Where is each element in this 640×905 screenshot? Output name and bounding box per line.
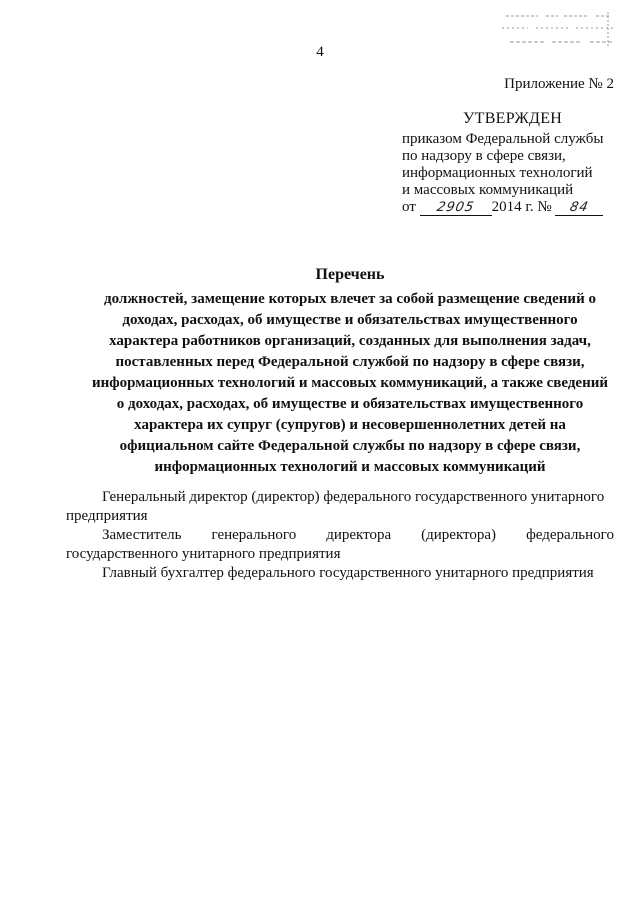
position-text: Генеральный директор (директор) федерального государственного унитарного [102,489,605,505]
approval-line: приказом Федеральной службы [402,131,604,147]
number-blank [555,199,603,216]
position-text: Главный бухгалтер федерального государственного унитарного предприятия [102,565,594,581]
position-word: генерального [211,527,297,543]
approval-line: по надзору в сфере связи, [402,148,566,164]
approval-date-line [402,199,632,216]
year-number-label: 2014 г. № [491,199,552,215]
position-item [66,526,614,564]
heading-line: поставленных перед Федеральной службой по надзору в сфере связи, [115,354,585,370]
approved-title: УТВЕРЖДЕН [463,110,563,127]
handwritten-date: 2905 [435,200,476,215]
handwritten-number: 84 [568,200,591,215]
position-text: государственного унитарного предприятия [66,546,341,562]
position-justified-line [66,526,614,545]
position-word: директора [326,527,392,543]
position-text: предприятия [66,508,148,524]
position-word: (директора) [421,527,497,543]
heading-line: характера их супруг (супругов) и несовершеннолетних детей на [134,417,566,433]
position-word: Заместитель [102,527,182,543]
position-word: федерального [526,527,614,543]
position-item [66,488,614,526]
date-blank [420,199,492,216]
heading-line: информационных технологий и массовых коммуникаций, а также сведений [91,375,608,391]
position-item [66,564,614,583]
date-prefix: от [402,199,416,215]
approval-line: информационных технологий [402,165,593,181]
approval-line: и массовых коммуникаций [402,182,574,198]
heading-line: должностей, замещение которых влечет за собой размещение сведений о [104,291,596,307]
heading-line: доходах, расходах, об имуществе и обязательствах имущественного [122,312,578,328]
heading-line: характера работников организаций, созданных для выполнения задач, [109,333,591,349]
heading-title: Перечень [315,266,385,283]
approval-block [402,110,632,216]
heading-line: официальном сайте Федеральной службы по надзору в сфере связи, [119,438,581,454]
heading-line: о доходах, расходах, об имуществе и обязательствах имущественного [116,396,584,412]
appendix-label: Приложение № 2 [504,76,614,92]
page-number: 4 [316,44,324,60]
document-heading [60,264,640,478]
positions-list [66,488,614,583]
heading-line: информационных технологий и массовых коммуникаций [154,459,546,475]
